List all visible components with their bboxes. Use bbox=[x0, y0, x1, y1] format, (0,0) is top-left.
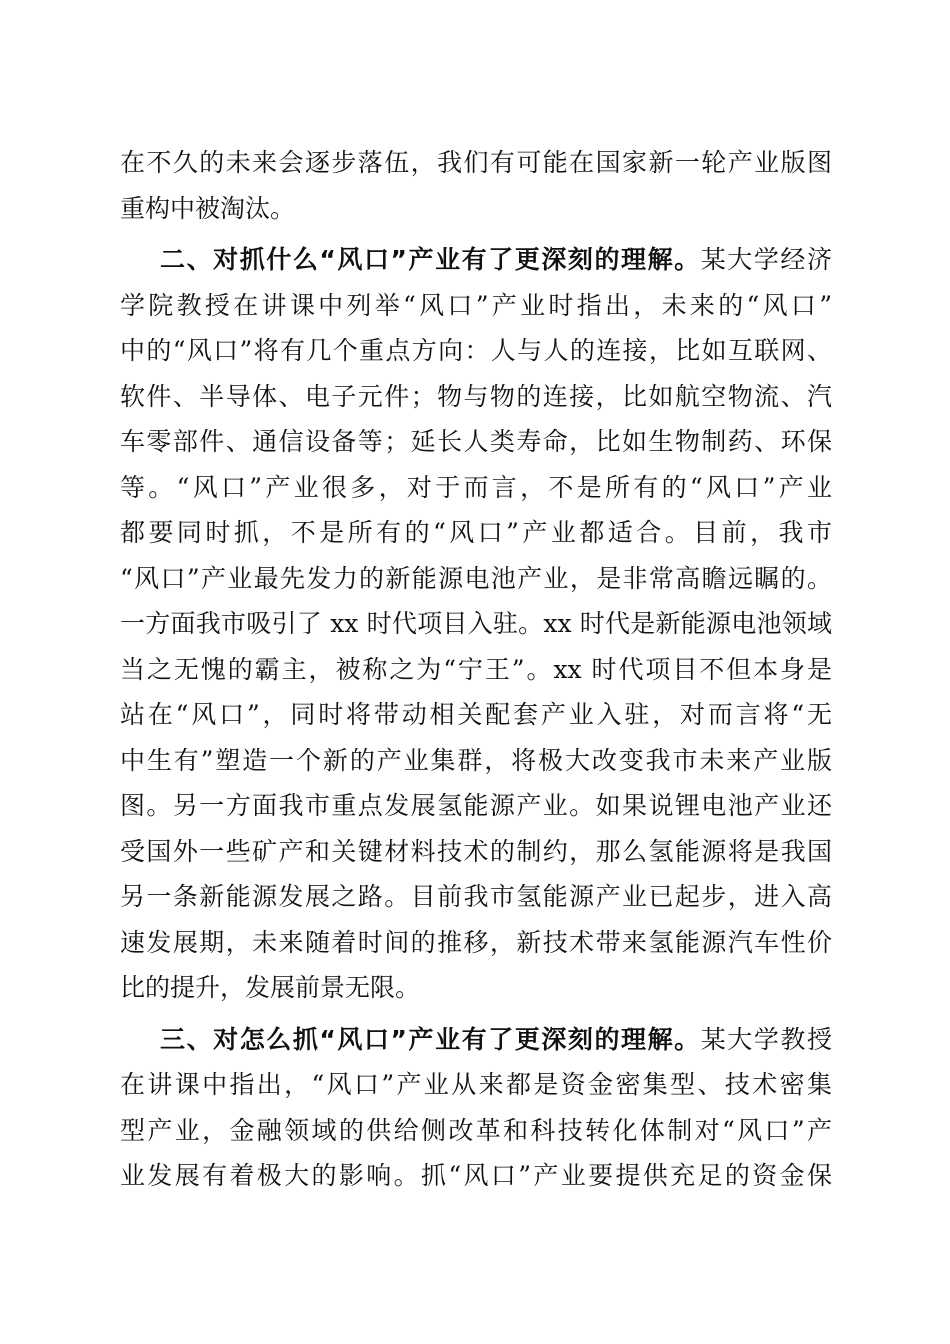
text-line: 型产业，金融领域的供给侧改革和科技转化体制对“风口”产 bbox=[120, 1115, 832, 1145]
paragraph-3 bbox=[120, 1017, 832, 1199]
section-heading-2: 二、对抓什么“风口”产业有了更深刻的理解。 bbox=[160, 245, 701, 274]
paragraph-first-line bbox=[120, 237, 832, 283]
paragraph-2 bbox=[120, 237, 832, 1011]
paragraph-first-line bbox=[120, 1017, 832, 1063]
text-span: 某大学经济 bbox=[700, 245, 832, 274]
text-line: “风口”产业最先发力的新能源电池产业，是非常高瞻远瞩的。 bbox=[120, 563, 832, 593]
text-line: 重构中被淘汰。 bbox=[120, 193, 296, 223]
text-span: 某大学教授 bbox=[700, 1024, 832, 1054]
text-line: 车零部件、通信设备等；延长人类寿命，比如生物制药、环保 bbox=[120, 427, 832, 456]
text-line: 软件、半导体、电子元件；物与物的连接，比如航空物流、汽 bbox=[120, 381, 832, 411]
text-line: 图。另一方面我市重点发展氢能源产业。如果说锂电池产业还 bbox=[120, 791, 832, 820]
text-line: 受国外一些矿产和关键材料技术的制约，那么氢能源将是我国 bbox=[120, 836, 832, 866]
text-line: 在不久的未来会逐步落伍，我们有可能在国家新一轮产业版图 bbox=[120, 148, 832, 177]
text-line: 当之无愧的霸主，被称之为“宁王”。xx 时代项目不但本身是 bbox=[120, 654, 832, 684]
section-heading-3: 三、对怎么抓“风口”产业有了更深刻的理解。 bbox=[160, 1024, 701, 1054]
text-line: 在讲课中指出，“风口”产业从来都是资金密集型、技术密集 bbox=[120, 1070, 832, 1099]
text-line: 速发展期，未来随着时间的推移，新技术带来氢能源汽车性价 bbox=[120, 927, 832, 957]
text-line: 都要同时抓，不是所有的“风口”产业都适合。目前，我市 bbox=[120, 518, 832, 547]
text-line: 比的提升，发展前景无限。 bbox=[120, 973, 421, 1002]
text-line: 业发展有着极大的影响。抓“风口”产业要提供充足的资金保 bbox=[120, 1161, 832, 1190]
text-line: 中生有”塑造一个新的产业集群，将极大改变我市未来产业版 bbox=[120, 745, 832, 775]
document-body bbox=[120, 140, 832, 1199]
text-line: 等。“风口”产业很多，对于而言，不是所有的“风口”产业 bbox=[120, 472, 832, 502]
text-line: 中的“风口”将有几个重点方向：人与人的连接，比如互联网、 bbox=[120, 336, 832, 365]
text-line: 站在“风口”，同时将带动相关配套产业入驻，对而言将“无 bbox=[120, 700, 832, 729]
text-line: 一方面我市吸引了 xx 时代项目入驻。xx 时代是新能源电池领域 bbox=[120, 609, 832, 638]
text-line: 另一条新能源发展之路。目前我市氢能源产业已起步，进入高 bbox=[120, 882, 832, 911]
paragraph-1 bbox=[120, 140, 832, 231]
text-line: 学院教授在讲课中列举“风口”产业时指出，未来的“风口” bbox=[120, 290, 832, 320]
